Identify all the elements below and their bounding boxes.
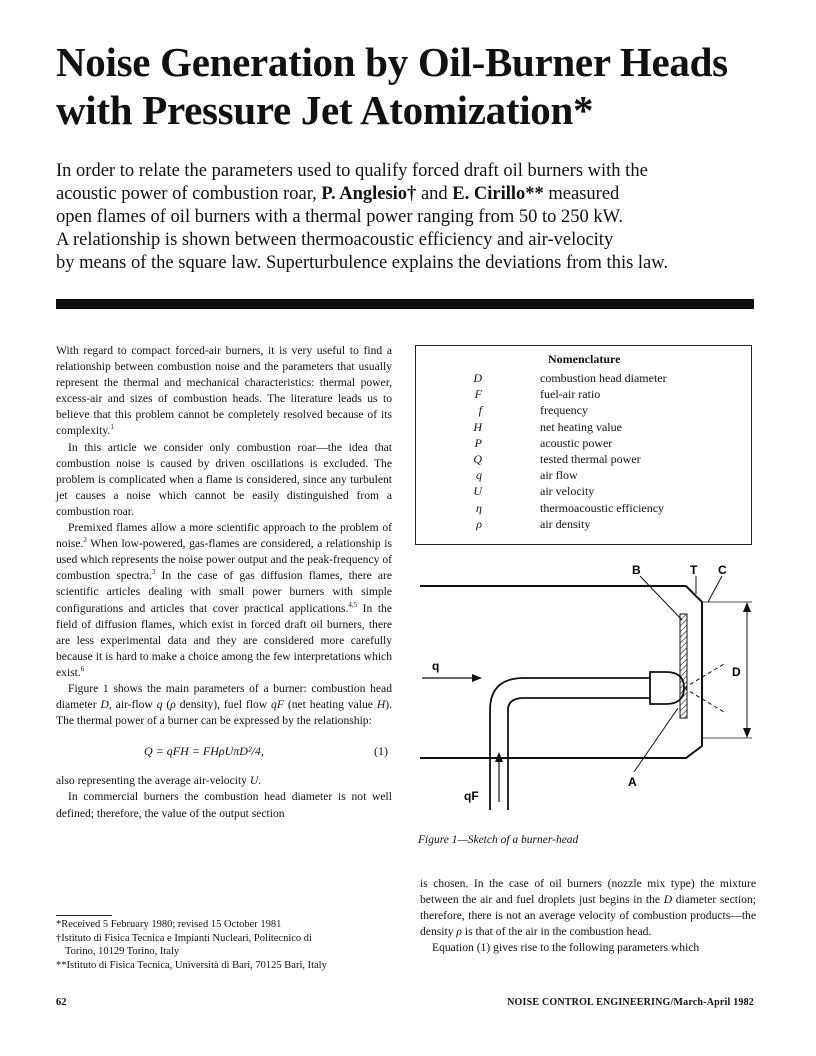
nomenclature-symbol: ρ	[476, 516, 482, 531]
nomenclature-symbol: D	[473, 371, 482, 385]
paragraph	[56, 773, 392, 789]
journal-footer: NOISE CONTROL ENGINEERING/March-April 1982	[507, 997, 754, 1008]
leader-A	[634, 708, 678, 772]
page-number: 62	[56, 997, 67, 1008]
nomenclature-row	[416, 402, 751, 418]
paragraph-text: With regard to compact forced-air burners, it is very useful to find a relationship between combustion noise and the parameters that usually represent the thermal and mechanical characteristics: thermal power, excess-air and sizes of combustion heads. The literature leads us to believe that this problem cannot be completely resolved because of its complexity.	[56, 344, 392, 438]
paragraph-text: In the case of gas diffusion flames, there are scientific articles dealing with small power burners with simple configurations and articles that cover practical applications.	[56, 569, 392, 615]
equation-text: Q = qFH = FHρUπD²/4,	[144, 744, 264, 759]
label-B: B	[632, 563, 641, 577]
equation-1	[56, 743, 392, 759]
nomenclature-row	[416, 435, 751, 451]
paragraph-text: .	[258, 774, 262, 788]
abstract-line-4: A relationship is shown between thermoacoustic efficiency and air-velocity	[56, 230, 614, 250]
math-symbol: ρ	[456, 925, 462, 939]
math-symbol: q	[156, 698, 163, 712]
body-column-right	[420, 876, 756, 956]
paragraph-text: density), fuel flow	[175, 698, 272, 712]
paragraph-text: also representing the average air-velocity	[56, 774, 250, 788]
nomenclature-symbol: q	[476, 468, 482, 483]
math-symbol: ρ	[170, 698, 176, 712]
paragraph-text: (net heating value	[283, 698, 377, 712]
nomenclature-box	[415, 345, 752, 545]
label-qF: qF	[464, 789, 479, 803]
paragraph-text: , air-flow	[108, 698, 157, 712]
abstract-text: measured	[543, 184, 620, 204]
nomenclature-definition: net heating value	[540, 419, 622, 434]
paragraph	[56, 343, 392, 440]
nomenclature-symbol: P	[474, 435, 482, 450]
nomenclature-definition: tested thermal power	[540, 451, 641, 466]
nomenclature-definition: fuel-air ratio	[540, 387, 601, 402]
paragraph-text: Premixed flames allow a more scientific approach to the problem of noise.	[56, 521, 392, 551]
paragraph: Equation (1) gives rise to the following parameters which	[432, 941, 700, 955]
label-T: T	[690, 563, 698, 577]
abstract-line-3: open flames of oil burners with a thermal power ranging from 50 to 250 kW.	[56, 207, 624, 227]
paragraph	[420, 876, 756, 940]
footnote-affiliation-2: **Istituto di Fisica Tecnica, Università di Bari, 70125 Bari, Italy	[56, 959, 327, 971]
nomenclature-symbol: f	[478, 403, 482, 418]
paragraph-text: Figure 1 shows the main parameters of a burner: combustion head diameter	[56, 681, 392, 712]
equation-number: (1)	[374, 744, 388, 759]
air-flow-arrowhead	[472, 674, 482, 682]
footnotes	[56, 918, 396, 972]
paragraph-text: In the field of diffusion flames, which exist in forced draft oil burners, there are less experimental data and they are considered more carefully because it is hard to make a choice among the few interpretations which exist.	[56, 601, 393, 679]
title-line-2: with Pressure Jet Atomization*	[56, 87, 594, 133]
paragraph-text: ). The thermal power of a burner can be expressed by the relationship:	[56, 698, 392, 728]
section-divider	[56, 299, 754, 309]
nomenclature-definition: air density	[540, 516, 591, 531]
label-A: A	[628, 775, 637, 789]
reference-mark: 3	[151, 568, 156, 577]
nomenclature-symbol: Q	[473, 451, 482, 466]
nomenclature-definition: combustion head diameter	[540, 371, 667, 385]
nomenclature-symbol: η	[476, 500, 482, 515]
footnote-affiliation-1-cont: Torino, 10129 Torino, Italy	[65, 946, 180, 957]
paragraph-text: is chosen. In the case of oil burners (nozzle mix type) the mixture between the air and fuel droplets just begins in the	[420, 877, 756, 907]
reference-mark: 6	[80, 665, 85, 674]
paragraph-text: When low-powered, gas-flames are considered, a relationship is used which represents the noise power output and the peak-frequency of combustion spectra.	[56, 537, 392, 583]
label-q: q	[432, 659, 440, 673]
label-C: C	[718, 563, 727, 577]
abstract-line-5: by means of the square law. Superturbulence explains the deviations from this law.	[56, 253, 669, 273]
math-symbol: U	[249, 774, 259, 788]
abstract-line-2	[56, 183, 776, 206]
spray-line	[684, 688, 724, 712]
math-symbol: H	[376, 698, 386, 712]
nomenclature-row	[416, 467, 751, 483]
math-symbol: D	[100, 698, 109, 712]
nomenclature-definition: thermoacoustic efficiency	[540, 500, 665, 515]
author-anglesio: P. Anglesio†	[321, 184, 417, 204]
nomenclature-title: Nomenclature	[548, 352, 621, 366]
footnote-received: *Received 5 February 1980; revised 15 October 1981	[56, 919, 282, 930]
nomenclature-definition: air flow	[540, 468, 578, 483]
abstract-text: acoustic power of combustion roar,	[56, 184, 322, 204]
math-symbol: D	[663, 893, 673, 907]
nomenclature-row	[416, 516, 751, 532]
paragraph: In this article we consider only combustion roar—the idea that combustion noise is caused by driven oscillations is excluded. The problem is complicated when a flame is considered, since any turbulent jet causes a noise which cannot be easily distinguished from a combustion roar.	[56, 440, 392, 518]
nomenclature-symbol: F	[474, 387, 482, 402]
nomenclature-definition: air velocity	[540, 484, 595, 499]
paragraph-text: (	[162, 698, 171, 712]
fuel-pipe-inner	[508, 698, 650, 810]
nomenclature-row	[416, 419, 751, 435]
body-column-left	[56, 343, 392, 822]
nomenclature-definition: acoustic power	[540, 435, 613, 450]
paragraph: In commercial burners the combustion head diameter is not well defined; therefore, the value of the output section	[56, 790, 392, 820]
figure-caption: Figure 1—Sketch of a burner-head	[418, 834, 579, 846]
nomenclature-definition: frequency	[540, 403, 588, 418]
nozzle	[650, 672, 684, 704]
leader-B	[640, 576, 682, 620]
footnote-affiliation-1: †Istituto di Fisica Tecnica e Impianti Nucleari, Politecnico di	[56, 932, 312, 944]
paragraph	[56, 520, 392, 681]
label-D: D	[732, 665, 741, 679]
paragraph-text: diameter section; therefore, there is not an average velocity of combustion products—the density	[420, 893, 756, 939]
title-line-1: Noise Generation by Oil-Burner Heads	[56, 39, 728, 85]
paragraph-text: is that of the air in the combustion head.	[461, 925, 652, 939]
nomenclature-symbol: H	[473, 419, 482, 434]
leader-C	[708, 576, 722, 602]
footnote-divider	[56, 915, 112, 916]
math-symbol: qF	[271, 698, 284, 712]
reference-mark: 1	[110, 423, 114, 432]
paragraph	[56, 681, 392, 729]
nomenclature-list	[416, 370, 751, 532]
abstract-line-1: In order to relate the parameters used to qualify forced draft oil burners with the	[56, 161, 648, 181]
dimension-arrowhead	[743, 728, 751, 738]
nomenclature-row	[416, 500, 751, 516]
dimension-arrowhead	[743, 602, 751, 612]
nomenclature-row	[416, 451, 751, 467]
abstract	[56, 160, 776, 275]
burner-head-sketch	[412, 560, 762, 810]
nomenclature-row	[416, 370, 751, 386]
nomenclature-row	[416, 386, 751, 402]
abstract-text: and	[416, 184, 453, 204]
reference-mark: 2	[83, 536, 87, 545]
nomenclature-symbol: U	[473, 484, 482, 499]
article-title	[56, 38, 776, 134]
spray-line	[684, 664, 724, 688]
reference-mark: 4,5	[348, 600, 358, 609]
nomenclature-row	[416, 483, 751, 499]
author-cirillo: E. Cirillo**	[452, 184, 544, 204]
swirler-plate	[680, 614, 687, 718]
